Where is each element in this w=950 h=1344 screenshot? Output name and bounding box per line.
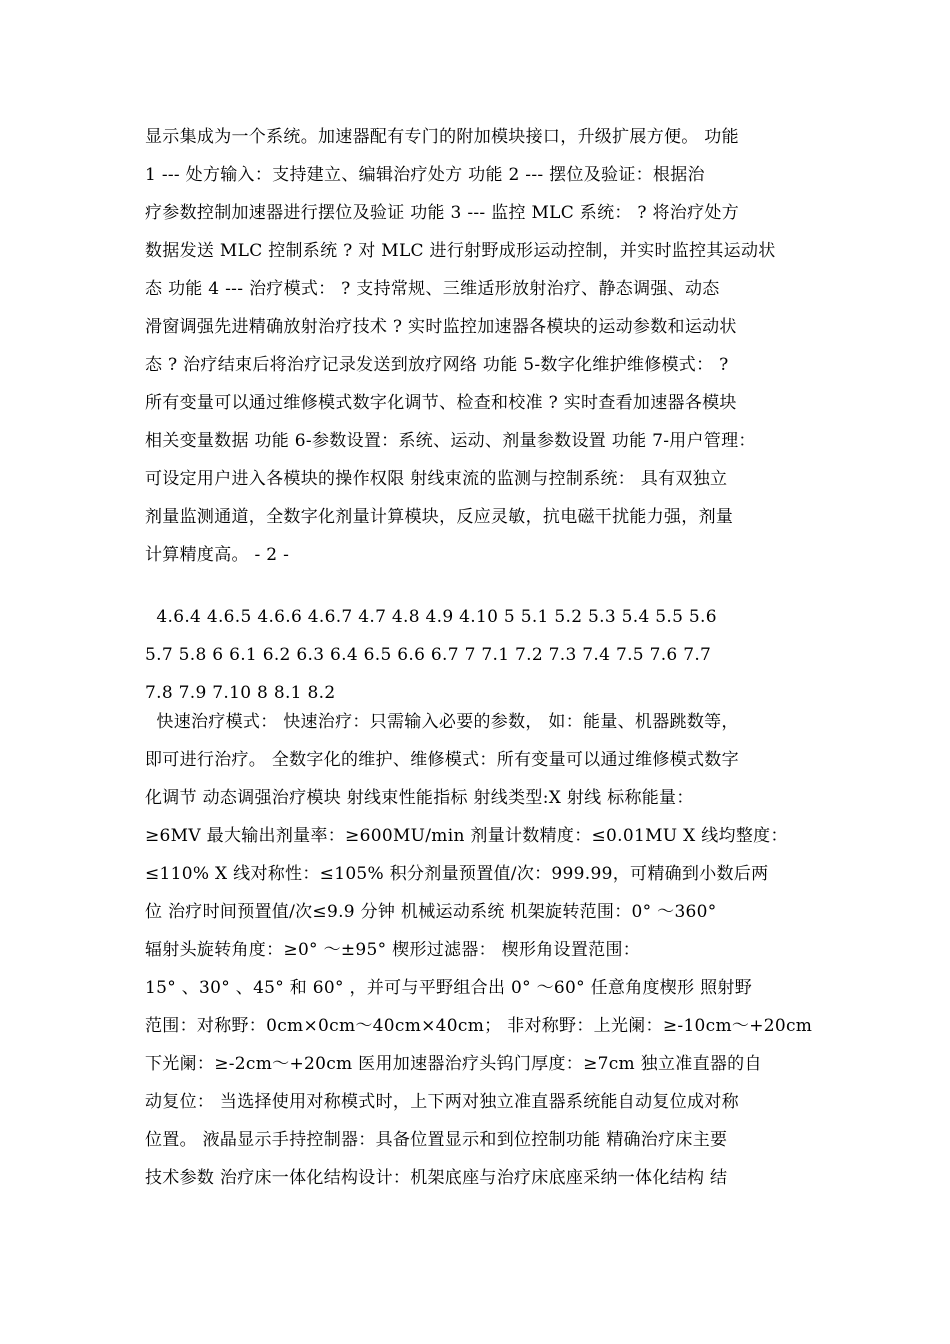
text-line: 化调节 动态调强治疗模块 射线束性能指标 射线类型:X 射线 标称能量：: [145, 788, 694, 808]
text-line: 动复位： 当选择使用对称模式时，上下两对独立准直器系统能自动复位成对称: [145, 1092, 739, 1112]
text-line: 数据发送 MLC 控制系统 ? 对 MLC 进行射野成形运动控制，并实时监控其运动状: [145, 241, 776, 261]
text-line: 即可进行治疗。 全数字化的维护、维修模式：所有变量可以通过维修模式数字: [145, 750, 739, 770]
text-line: 滑窗调强先进精确放射治疗技术 ? 实时监控加速器各模块的运动参数和运动状: [145, 317, 737, 337]
text-line: 剂量监测通道，全数字化剂量计算模块，反应灵敏，抗电磁干扰能力强，剂量: [145, 507, 734, 527]
text-line: ≥6MV 最大输出剂量率：≥600MU/min 剂量计数精度：≤0.01MU X 线均整度：: [145, 826, 788, 846]
text-line: 显示集成为一个系统。加速器配有专门的附加模块接口，升级扩展方便。 功能: [145, 127, 739, 147]
text-line: 下光阑：≥-2cm～+20cm 医用加速器治疗头钨门厚度：≥7cm 独立准直器的自: [145, 1054, 762, 1074]
text-line: 位 治疗时间预置值/次≤9.9 分钟 机械运动系统 机架旋转范围：0° ～360°: [145, 902, 717, 922]
text-line: ≤110% X 线对称性：≤105% 积分剂量预置值/次：999.99，可精确到小数后两: [145, 864, 769, 884]
text-line: 相关变量数据 功能 6-参数设置：系统、运动、剂量参数设置 功能 7-用户管理：: [145, 431, 756, 451]
text-line: 疗参数控制加速器进行摆位及验证 功能 3 --- 监控 MLC 系统： ? 将治疗处方: [145, 203, 739, 223]
text-line: 技术参数 治疗床一体化结构设计：机架底座与治疗床底座采纳一体化结构 结: [145, 1168, 728, 1188]
text-line: 可设定用户进入各模块的操作权限 射线束流的监测与控制系统： 具有双独立: [145, 469, 728, 489]
text-line: 位置。 液晶显示手持控制器：具备位置显示和到位控制功能 精确治疗床主要: [145, 1130, 728, 1150]
text-line: 7.8 7.9 7.10 8 8.1 8.2: [145, 683, 336, 703]
text-line: 15° 、30° 、45° 和 60° ，并可与平野组合出 0° ～60° 任意角度楔形 照射野: [145, 978, 753, 998]
text-line: 范围：对称野：0cm×0cm～40cm×40cm； 非对称野：上光阑：≥-10cm～+20cm: [145, 1016, 813, 1036]
text-line: 态 功能 4 --- 治疗模式： ? 支持常规、三维适形放射治疗、静态调强、动态: [145, 279, 720, 299]
text-line: 快速治疗模式： 快速治疗：只需输入必要的参数， 如：能量、机器跳数等，: [145, 712, 739, 732]
text-line: 1 --- 处方输入：支持建立、编辑治疗处方 功能 2 --- 摆位及验证：根据治: [145, 165, 705, 185]
text-line: 所有变量可以通过维修模式数字化调节、检查和校准 ? 实时查看加速器各模块: [145, 393, 737, 413]
text-line: 计算精度高。 - 2 -: [145, 545, 290, 565]
text-line: 态 ? 治疗结束后将治疗记录发送到放疗网络 功能 5-数字化维护维修模式： ?: [145, 355, 729, 375]
text-line: 4.6.4 4.6.5 4.6.6 4.6.7 4.7 4.8 4.9 4.10 5 5.1 5.2 5.3 5.4 5.5 5.6: [145, 607, 717, 627]
text-line: 辐射头旋转角度：≥0° ～±95° 楔形过滤器： 楔形角设置范围：: [145, 940, 641, 960]
text-line: 5.7 5.8 6 6.1 6.2 6.3 6.4 6.5 6.6 6.7 7 7.1 7.2 7.3 7.4 7.5 7.6 7.7: [145, 645, 712, 665]
